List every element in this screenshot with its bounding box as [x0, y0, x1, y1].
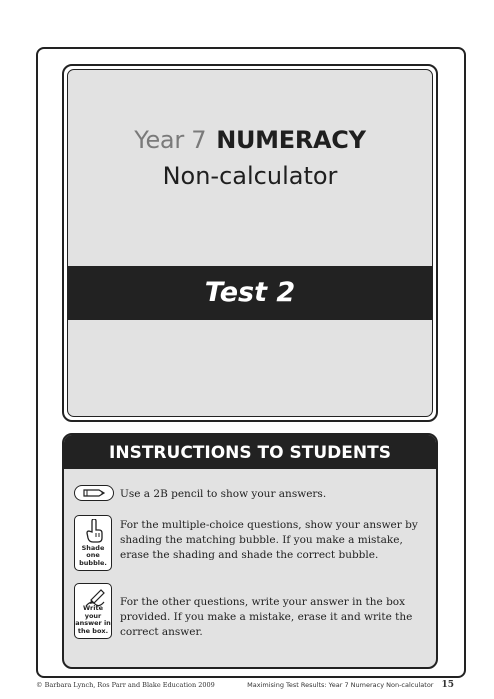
- year-label: Year 7: [134, 126, 207, 154]
- instruction-text: For the multiple-choice questions, show your answer by shading the matching bubble. If you make a mistake, erase the shading and shade the correct bubble.: [120, 519, 418, 561]
- write-answer-icon: [74, 583, 112, 639]
- icon-caption: Shade one bubble.: [79, 543, 107, 567]
- cover-title: [68, 126, 432, 154]
- shade-bubble-icon: [74, 515, 112, 571]
- instruction-text: Use a 2B pencil to show your answers.: [120, 488, 327, 500]
- instruction-item: [72, 583, 428, 641]
- instructions-heading: INSTRUCTIONS TO STUDENTS: [64, 435, 436, 469]
- title-panel: [62, 64, 438, 422]
- page-number: 15: [441, 680, 454, 690]
- test-band: Test 2: [67, 266, 433, 320]
- footer-copyright: © Barbara Lynch, Ros Parr and Blake Education 2009: [36, 681, 215, 689]
- footer-book-info: [247, 680, 454, 690]
- mode-label: Non-calculator: [162, 162, 338, 190]
- pencil-icon: [74, 485, 114, 501]
- instruction-text: For the other questions, write your answer in the box provided. If you make a mistake, erase it and write the correct answer.: [120, 596, 413, 638]
- subject-label: NUMERACY: [216, 126, 366, 154]
- instruction-item: [72, 485, 428, 503]
- icon-caption: Write your answer in the box.: [75, 604, 111, 635]
- instruction-item: [72, 515, 428, 573]
- instructions-panel: [62, 433, 438, 669]
- title-panel-inner: [67, 69, 433, 417]
- footer-book-title: Maximising Test Results: Year 7 Numeracy Non-calculator: [247, 681, 434, 689]
